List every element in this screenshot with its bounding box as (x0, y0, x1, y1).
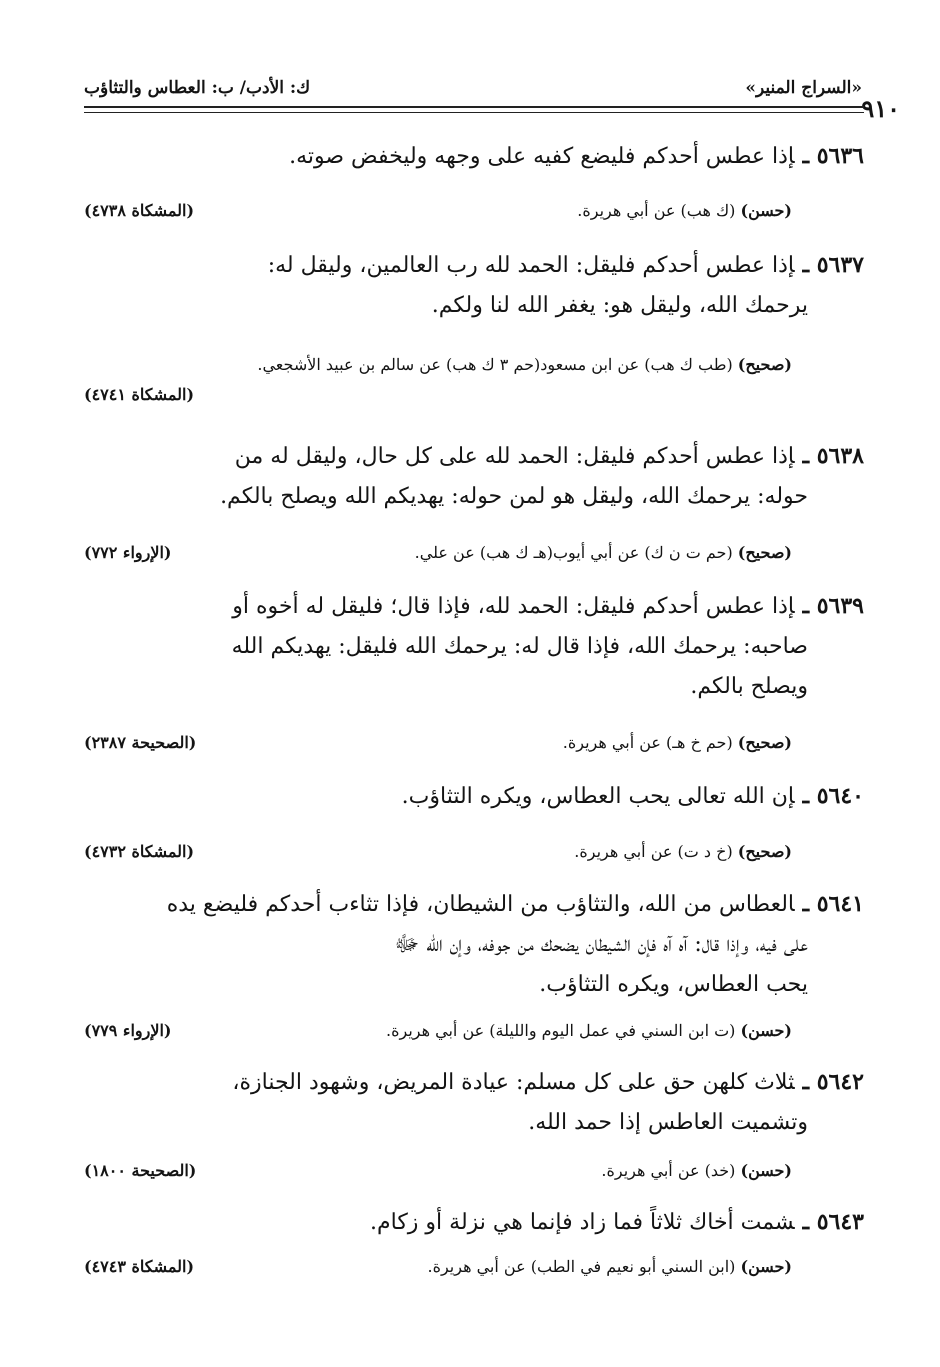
hadith-grading (84, 730, 792, 756)
hadith-number: ٥٦٣٧ ـ (802, 252, 864, 278)
hadith-number: ٥٦٣٦ ـ (802, 143, 864, 169)
hadith-text-line: ويصلح بالكم. (690, 674, 808, 699)
hadith-entry (84, 436, 864, 517)
hadith-text-line: صاحبه: يرحمك الله، فإذا قال له: يرحمك الله فليقل: يهديكم الله (231, 634, 808, 659)
running-header (84, 72, 862, 102)
hadith-number: ٥٦٤٢ ـ (802, 1069, 864, 1095)
grading-source: (حسن) (ك هب) عن أبي هريرة. (577, 201, 792, 220)
grading-source: (صحيح) (طب ك هب) عن ابن مسعود(حم ٣ ك هب) عن سالم بن عبيد الأشجعي. (257, 355, 792, 374)
hadith-entry (84, 586, 864, 707)
hadith-entry (84, 1202, 864, 1243)
hadith-text-line: ٥٦٤٣ ـشمت أخاك ثلاثاً فما زاد فإنما هي نزلة أو زكام. (370, 1209, 864, 1235)
hadith-entry (84, 884, 864, 1005)
hadith-number: ٥٦٤٣ ـ (802, 1209, 864, 1235)
grading-reference: (المشكاة ٤٧٣٨) (84, 201, 195, 220)
hadith-text-line: ٥٦٣٩ ـإذا عطس أحدكم فليقل: الحمد لله، فإذا قال؛ فليقل له أخوه أو (232, 593, 864, 619)
hadith-number: ٥٦٣٩ ـ (802, 593, 864, 619)
grading-source: (صحيح) (حم ت ن ك) عن أبي أيوب(هـ ك هب) عن علي. (414, 543, 792, 562)
hadith-text-line: وتشميت العاطس إذا حمد الله. (528, 1110, 808, 1135)
header-rule (84, 106, 864, 108)
grading-reference: (الإرواء ٧٧٢) (84, 543, 172, 562)
grading-reference: (الإرواء ٧٧٩) (84, 1021, 172, 1040)
hadith-text-line: ٥٦٣٦ ـإذا عطس أحدكم فليضع كفيه على وجهه وليخفض صوته. (289, 143, 864, 169)
hadith-entry (84, 136, 864, 177)
hadith-grading (84, 540, 792, 566)
hadith-number: ٥٦٤٠ ـ (802, 783, 864, 809)
hadith-text-line: يرحمك الله، وليقل هو: يغفر الله لنا ولكم. (431, 293, 808, 318)
hadith-grading (84, 1018, 792, 1044)
page-number: ٩١٠ (861, 94, 900, 123)
grading-reference: (الصحيحة ١٨٠٠) (84, 1161, 197, 1180)
grading-source: (صحيح) (خ د ت) عن أبي هريرة. (574, 842, 792, 861)
hadith-text-line: ٥٦٤١ ـالعطاس من الله، والتثاؤب من الشيطان، فإذا تثاءب أحدكم فليضع يده (166, 891, 864, 917)
hadith-text-line: ٥٦٤٠ ـإن الله تعالى يحب العطاس، ويكره التثاؤب. (401, 783, 864, 809)
book-title: «السراج المنير» (745, 78, 862, 98)
grading-source: (حسن) (ابن السني أبو نعيم في الطب) عن أبي هريرة. (427, 1257, 792, 1276)
hadith-text-line: يحب العطاس، ويكره التثاؤب. (539, 972, 808, 997)
grading-reference: (المشكاة ٤٧٤٣) (84, 1257, 195, 1276)
grading-reference: (المشكاة ٤٧٣٢) (84, 842, 195, 861)
header-rule-thin (84, 112, 864, 113)
grading-source: (صحيح) (حم خ هـ) عن أبي هريرة. (562, 733, 792, 752)
grading-source: (حسن) (ت ابن السني في عمل اليوم والليلة) عن أبي هريرة. (386, 1021, 792, 1040)
grading-reference: (المشكاة ٤٧٤١) (84, 385, 195, 404)
hadith-grading (84, 352, 792, 408)
grading-reference: (الصحيحة ٢٣٨٧) (84, 733, 197, 752)
chapter-title: ك: الأدب/ ب: العطاس والتثاؤب (84, 78, 311, 98)
hadith-grading (84, 839, 792, 865)
hadith-grading (84, 1158, 792, 1184)
hadith-text-line: حوله: يرحمك الله، وليقل هو لمن حوله: يهديكم الله ويصلح بالكم. (220, 484, 808, 509)
hadith-entry (84, 245, 864, 326)
hadith-text-line: ٥٦٣٧ ـإذا عطس أحدكم فليقل: الحمد لله رب العالمين، وليقل له: (267, 252, 864, 278)
hadith-text-line: ٥٦٤٢ ـثلاث كلهن حق على كل مسلم: عيادة المريض، وشهود الجنازة، (232, 1069, 864, 1095)
grading-source: (حسن) (خد) عن أبي هريرة. (601, 1161, 792, 1180)
hadith-grading (84, 1254, 792, 1280)
hadith-entry (84, 1062, 864, 1143)
hadith-entry (84, 776, 864, 817)
hadith-number: ٥٦٤١ ـ (802, 891, 864, 917)
hadith-text-line: ٥٦٣٨ ـإذا عطس أحدكم فليقل: الحمد لله على كل حال، وليقل له من (234, 443, 864, 469)
hadith-number: ٥٦٣٨ ـ (802, 443, 864, 469)
hadith-text-line: على فيه، وإذا قال: آه آه فإن الشيطان يضحك من جوفه، وإن الله ﷻ (394, 932, 808, 957)
hadith-grading (84, 198, 792, 224)
